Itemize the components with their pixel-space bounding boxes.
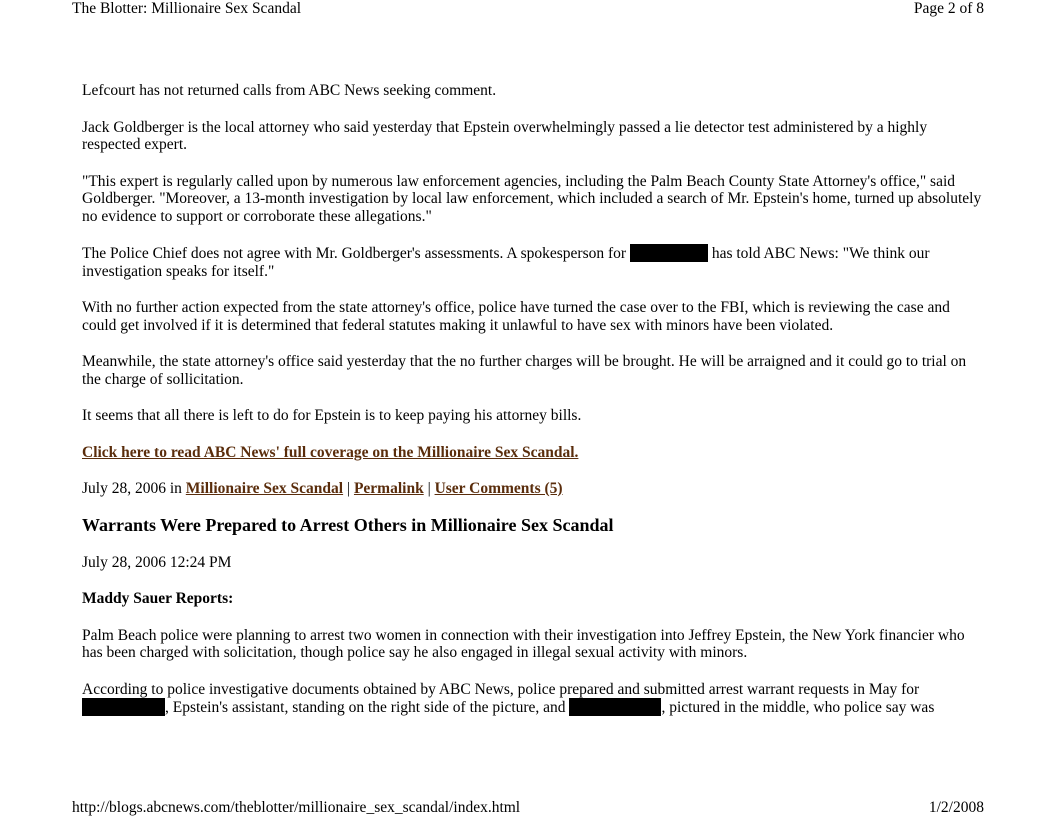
redaction-block — [82, 698, 165, 716]
post-date: July 28, 2006 in — [82, 480, 186, 497]
page-footer — [72, 799, 984, 817]
permalink-link[interactable]: Permalink — [353, 480, 424, 497]
page-number: Page 2 of 8 — [913, 0, 984, 17]
paragraph: Palm Beach police were planning to arrest two women in connection with their investigation into Jeffrey Epstein, the New York financier who has been charged with solicitation, though police say he also engaged in illegal sexual activity with minors. — [82, 626, 965, 661]
comments-link[interactable]: User Comments (5) — [434, 480, 563, 497]
text: has told ABC News: "We think our investigation speaks for itself." — [82, 245, 930, 280]
text: The Police Chief does not agree with Mr. Goldberger's assessments. A spokesperson for — [82, 245, 630, 262]
byline: Maddy Sauer Reports: — [82, 590, 234, 607]
page-header — [72, 0, 984, 18]
header-title: The Blotter: Millionaire Sex Scandal — [72, 0, 302, 17]
redaction-block — [630, 244, 708, 262]
coverage-paragraph — [82, 444, 982, 462]
paragraph: With no further action expected from the state attorney's office, police have turned the case over to the FBI, which is reviewing the case and could get involved if it is determined that federal statutes making it unlawful to have sex with minors have been violated. — [82, 299, 950, 334]
text: According to police investigative documents obtained by ABC News, police prepared and submitted arrest warrant requests in May for — [82, 680, 920, 698]
text: , Epstein's assistant, standing on the right side of the picture, and — [165, 699, 570, 716]
paragraph: Meanwhile, the state attorney's office said yesterday that the no further charges will be brought. He will be arraigned and it could go to trial on the charge of sollicitation. — [82, 353, 967, 388]
separator: | — [343, 480, 354, 497]
post-meta — [82, 480, 982, 498]
footer-url: http://blogs.abcnews.com/theblotter/millionaire_sex_scandal/index.html — [72, 799, 521, 816]
paragraph: Jack Goldberger is the local attorney who said yesterday that Epstein overwhelmingly passed a lie detector test administered by a highly respected expert. — [82, 118, 928, 153]
footer-date: 1/2/2008 — [928, 799, 984, 816]
category-link[interactable]: Millionaire Sex Scandal — [185, 480, 344, 497]
paragraph — [82, 244, 982, 280]
paragraph: "This expert is regularly called upon by numerous law enforcement agencies, including the Palm Beach County State Attorney's office," said Goldberger. "Moreover, a 13-month investigation by local law enforcement, which included a search of Mr. Epstein's home, turned up absolutely no evidence to support or corroborate these allegations." — [82, 172, 982, 225]
paragraph: Lefcourt has not returned calls from ABC News seeking comment. — [82, 82, 497, 99]
separator: | — [423, 480, 435, 497]
coverage-link[interactable]: Click here to read ABC News' full coverage on the Millionaire Sex Scandal. — [82, 443, 579, 461]
article-content — [82, 82, 982, 717]
paragraph — [82, 681, 982, 717]
post-title: Warrants Were Prepared to Arrest Others in Millionaire Sex Scandal — [82, 514, 614, 535]
post-datetime: July 28, 2006 12:24 PM — [82, 553, 232, 571]
redaction-block — [569, 698, 661, 716]
paragraph: It seems that all there is left to do for Epstein is to keep paying his attorney bills. — [82, 407, 582, 424]
text: , pictured in the middle, who police say was — [661, 699, 935, 716]
